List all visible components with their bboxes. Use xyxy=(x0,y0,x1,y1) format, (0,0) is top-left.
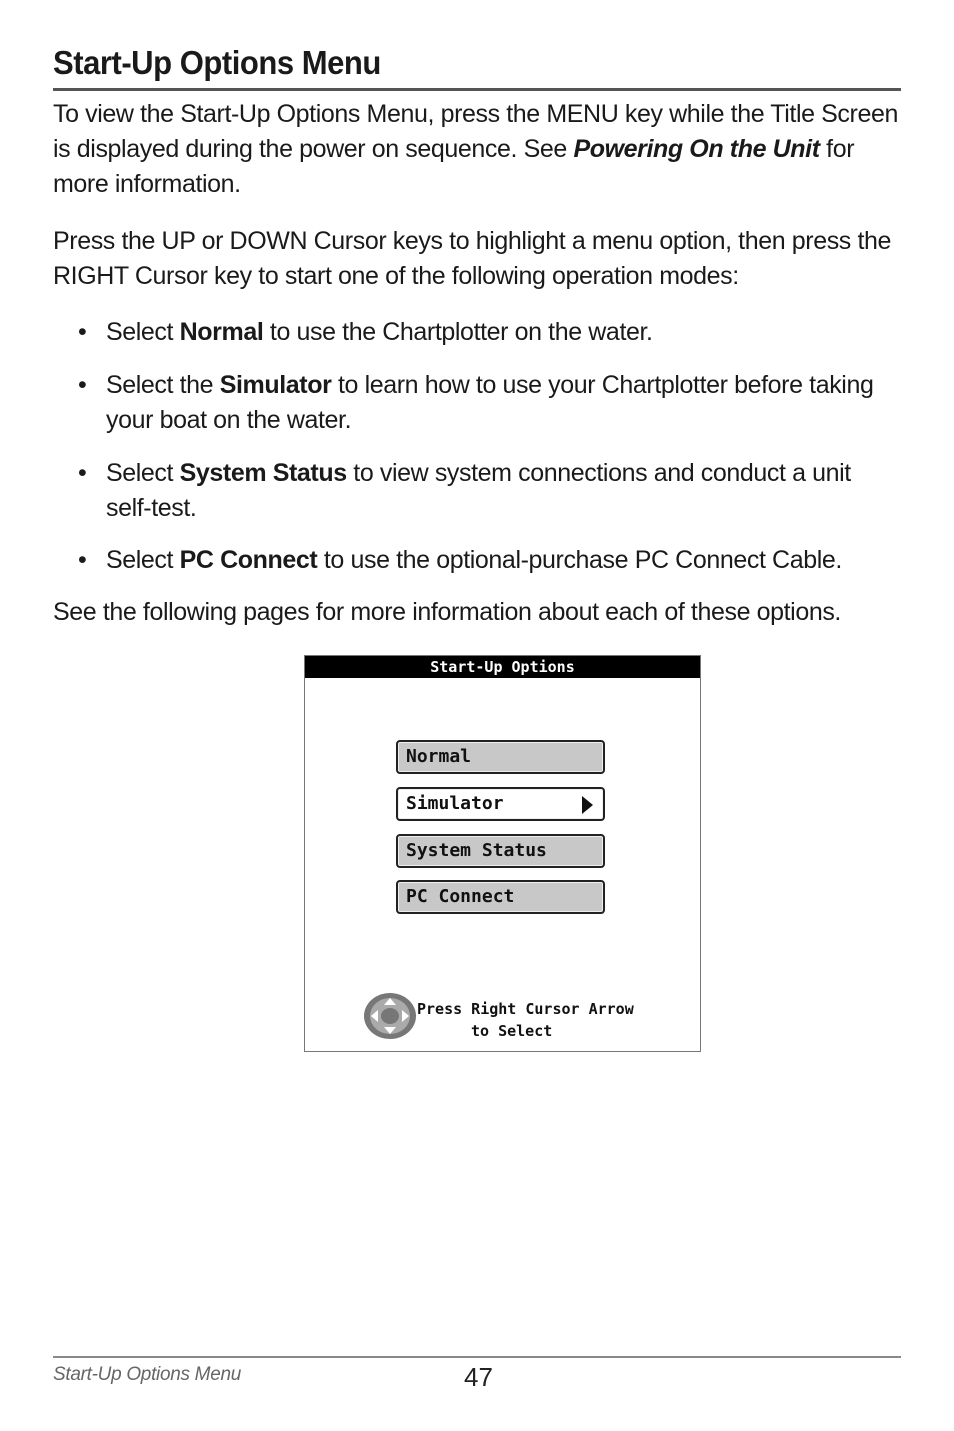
intro-text-end: for more information. xyxy=(53,135,855,198)
bullet-icon: • xyxy=(78,546,87,574)
list-item-text: to use the optional-purchase PC Connect Cable. xyxy=(317,546,842,574)
list-item-keyword: Normal xyxy=(179,318,264,346)
option-normal-button[interactable]: Normal xyxy=(396,740,605,774)
hint-line-1: Press Right Cursor Arrow xyxy=(417,1000,634,1018)
options-list xyxy=(78,315,898,578)
bullet-icon: • xyxy=(78,318,87,346)
hint-line-2: to Select xyxy=(471,1022,553,1040)
list-item-text: Select the xyxy=(106,371,220,399)
bullet-icon: • xyxy=(78,459,87,487)
option-simulator-button[interactable] xyxy=(396,787,605,821)
right-arrow-icon xyxy=(582,796,593,814)
list-item xyxy=(78,368,898,438)
option-pc-connect-button[interactable]: PC Connect xyxy=(396,880,605,914)
list-item-keyword: System Status xyxy=(179,459,347,487)
list-item-keyword: Simulator xyxy=(219,371,332,399)
select-hint xyxy=(417,998,647,1042)
title-divider xyxy=(53,88,901,91)
screen-title-bar xyxy=(305,656,700,678)
startup-options-screenshot xyxy=(304,655,701,1052)
list-item xyxy=(78,456,898,526)
closing-paragraph: See the following pages for more information about each of these options. xyxy=(53,598,841,626)
footer-section-title: Start-Up Options Menu xyxy=(53,1364,242,1385)
list-item-text: to use the Chartplotter on the water. xyxy=(263,318,653,346)
dpad-icon xyxy=(363,992,418,1040)
option-system-status-button[interactable]: System Status xyxy=(396,834,605,868)
list-item xyxy=(78,315,898,350)
powering-on-reference: Powering On the Unit xyxy=(573,135,820,163)
footer-divider xyxy=(53,1356,901,1358)
list-item-text: Select xyxy=(106,459,180,487)
list-item xyxy=(78,543,898,578)
bullet-icon: • xyxy=(78,371,87,399)
list-item-text: Select xyxy=(106,546,180,574)
list-item-text: to view system connections and conduct a unit self-test. xyxy=(106,459,851,522)
list-item-text: Select xyxy=(106,318,180,346)
page-title: Start-Up Options Menu xyxy=(53,44,381,81)
list-item-text: to learn how to use your Chartplotter before taking your boat on the water. xyxy=(106,371,874,434)
page-number: 47 xyxy=(464,1362,493,1392)
list-item-keyword: PC Connect xyxy=(179,546,318,574)
option-simulator-label: Simulator xyxy=(406,793,504,814)
instructions-paragraph: Press the UP or DOWN Cursor keys to highlight a menu option, then press the RIGHT Cursor key to start one of the following operation modes: xyxy=(53,227,891,290)
screen-title: Start-Up Options xyxy=(430,658,575,676)
intro-paragraph xyxy=(53,97,913,202)
intro-text: To view the Start-Up Options Menu, press the MENU key while the Title Screen is displayed during the power on sequence. See xyxy=(53,100,898,163)
